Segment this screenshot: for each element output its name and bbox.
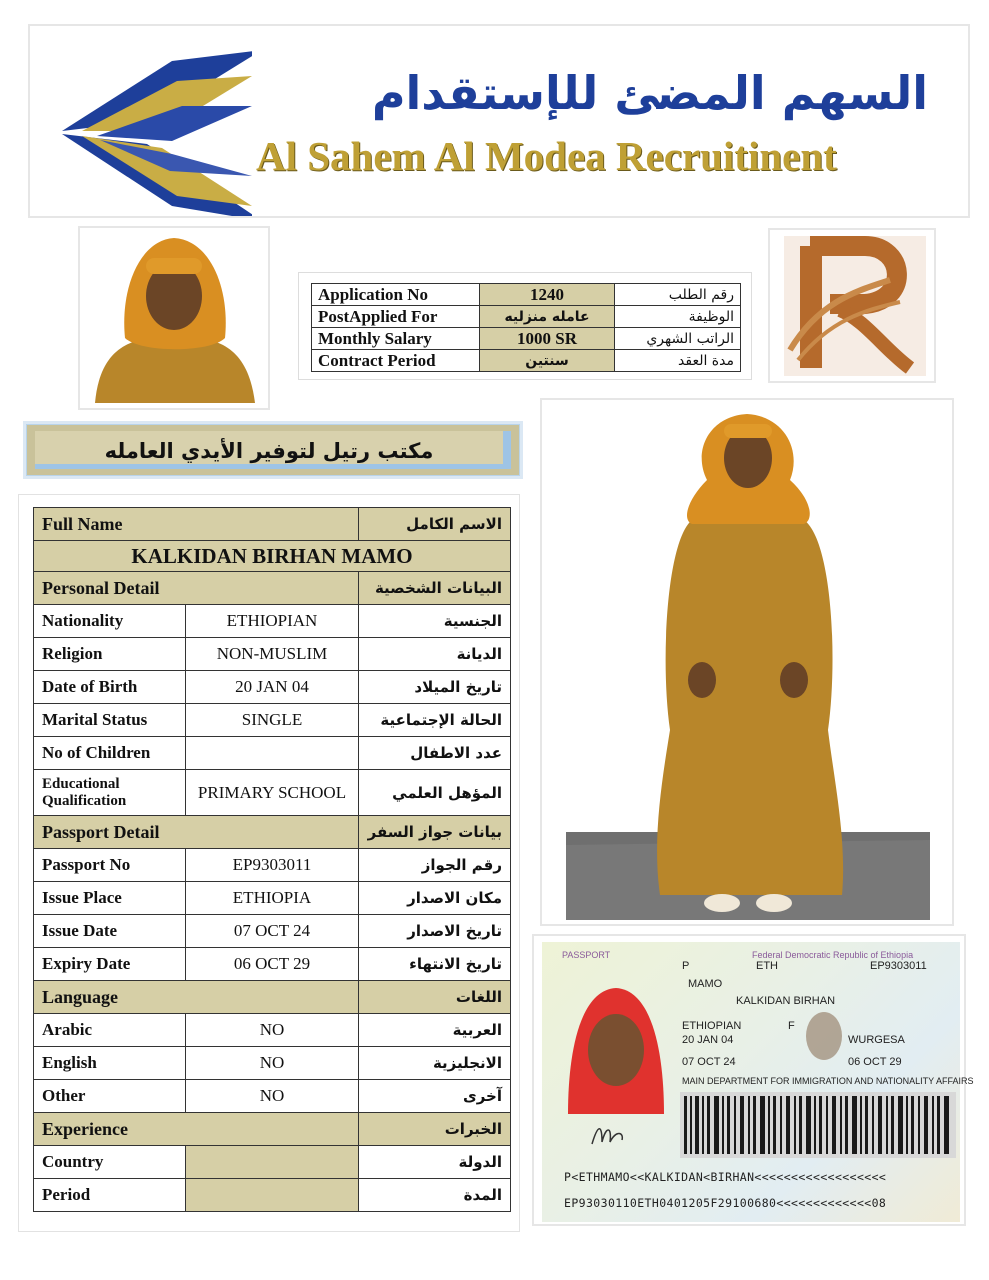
full-name-row — [34, 541, 511, 572]
passport-place-of-birth: WURGESA — [848, 1034, 905, 1046]
table-row — [312, 328, 741, 350]
religion-label: Religion — [34, 638, 186, 671]
table-row — [34, 1047, 511, 1080]
table-row — [34, 770, 511, 816]
education-label: Educational Qualification — [34, 770, 186, 816]
post-applied-label: PostApplied For — [312, 306, 480, 328]
marital-status-label: Marital Status — [34, 704, 186, 737]
period-label-ar: المدة — [359, 1179, 511, 1212]
english-value: NO — [186, 1047, 359, 1080]
passport-sex: F — [788, 1020, 795, 1032]
application-table — [311, 283, 741, 372]
monthly-salary-label: Monthly Salary — [312, 328, 480, 350]
passport-ghost-photo — [800, 1008, 848, 1064]
passport-number: EP9303011 — [870, 960, 927, 972]
full-length-photo — [540, 398, 954, 926]
full-name-label-ar: الاسم الكامل — [359, 508, 511, 541]
table-row — [312, 284, 741, 306]
issue-date-label: Issue Date — [34, 915, 186, 948]
arrow-logo-icon — [52, 36, 252, 216]
expiry-date-value: 06 OCT 29 — [186, 948, 359, 981]
table-row — [312, 306, 741, 328]
table-row — [34, 605, 511, 638]
table-row — [34, 849, 511, 882]
experience-section — [34, 1113, 511, 1146]
nationality-value: ETHIOPIAN — [186, 605, 359, 638]
table-row — [34, 1014, 511, 1047]
full-name-label: Full Name — [34, 508, 359, 541]
passport-no-label-ar: رقم الجواز — [359, 849, 511, 882]
monthly-salary-label-ar: الراتب الشهري — [615, 328, 741, 350]
children-label: No of Children — [34, 737, 186, 770]
experience-label: Experience — [34, 1113, 359, 1146]
table-row — [34, 704, 511, 737]
english-label-ar: الانجليزية — [359, 1047, 511, 1080]
passport-expiry-date: 06 OCT 29 — [848, 1056, 902, 1068]
personal-detail-label: Personal Detail — [34, 572, 359, 605]
passport-authority: MAIN DEPARTMENT FOR IMMIGRATION AND NATIONALITY AFFAIRS — [682, 1076, 974, 1086]
marital-status-label-ar: الحالة الإجتماعية — [359, 704, 511, 737]
full-body-image — [542, 400, 952, 924]
table-row — [34, 948, 511, 981]
table-row — [34, 1080, 511, 1113]
issue-date-value: 07 OCT 24 — [186, 915, 359, 948]
passport-nationality: ETHIOPIAN — [682, 1020, 742, 1032]
passport-no-label: Passport No — [34, 849, 186, 882]
office-banner-inner — [35, 431, 511, 469]
children-label-ar: عدد الاطفال — [359, 737, 511, 770]
full-name-header-row — [34, 508, 511, 541]
application-no-label-ar: رقم الطلب — [615, 284, 741, 306]
office-banner — [26, 424, 520, 476]
table-row — [34, 1146, 511, 1179]
portrait-photo — [78, 226, 270, 410]
issue-place-label: Issue Place — [34, 882, 186, 915]
application-no-label: Application No — [312, 284, 480, 306]
company-name-arabic: السهم المضئ للإستقدام — [371, 66, 928, 120]
english-label: English — [34, 1047, 186, 1080]
religion-label-ar: الديانة — [359, 638, 511, 671]
post-applied-value: عامله منزليه — [480, 306, 615, 328]
office-name: مكتب رتيل لتوفير الأيدي العامله — [104, 439, 434, 463]
passport-type: P — [682, 960, 690, 972]
passport-header: PASSPORT — [562, 950, 611, 960]
other-language-label-ar: آخرى — [359, 1080, 511, 1113]
country-label-ar: الدولة — [359, 1146, 511, 1179]
application-summary — [298, 272, 752, 380]
expiry-date-label-ar: تاريخ الانتهاء — [359, 948, 511, 981]
portrait-image — [80, 228, 268, 408]
passport-barcode — [680, 1092, 956, 1158]
nationality-label: Nationality — [34, 605, 186, 638]
passport-mrz-line-2: EP93030110ETH0401205F29100680<<<<<<<<<<<<<08 — [564, 1196, 887, 1210]
religion-value: NON-MUSLIM — [186, 638, 359, 671]
header-banner — [28, 24, 970, 218]
full-name-value: KALKIDAN BIRHAN MAMO — [34, 541, 511, 572]
contract-period-value: سنتين — [480, 350, 615, 372]
passport-surname: MAMO — [688, 978, 723, 990]
personal-detail-label-ar: البيانات الشخصية — [359, 572, 511, 605]
period-value — [186, 1179, 359, 1212]
signature-icon — [588, 1120, 628, 1150]
personal-detail-section — [34, 572, 511, 605]
other-language-label: Other — [34, 1080, 186, 1113]
passport-no-value: EP9303011 — [186, 849, 359, 882]
passport-photo — [560, 982, 672, 1114]
issue-date-label-ar: تاريخ الاصدار — [359, 915, 511, 948]
language-label-ar: اللغات — [359, 981, 511, 1014]
table-row — [34, 671, 511, 704]
post-applied-label-ar: الوظيفة — [615, 306, 741, 328]
country-label: Country — [34, 1146, 186, 1179]
date-of-birth-label-ar: تاريخ الميلاد — [359, 671, 511, 704]
table-row — [312, 350, 741, 372]
country-value — [186, 1146, 359, 1179]
arabic-label-ar: العربية — [359, 1014, 511, 1047]
other-language-value: NO — [186, 1080, 359, 1113]
r-brand-logo — [768, 228, 936, 383]
education-label-ar: المؤهل العلمي — [359, 770, 511, 816]
contract-period-label-ar: مدة العقد — [615, 350, 741, 372]
table-row — [34, 638, 511, 671]
marital-status-value: SINGLE — [186, 704, 359, 737]
passport-detail-section — [34, 816, 511, 849]
application-no-value: 1240 — [480, 284, 615, 306]
arabic-value: NO — [186, 1014, 359, 1047]
arabic-label: Arabic — [34, 1014, 186, 1047]
passport-detail-label: Passport Detail — [34, 816, 359, 849]
period-label: Period — [34, 1179, 186, 1212]
passport-page — [542, 942, 974, 1222]
nationality-label-ar: الجنسية — [359, 605, 511, 638]
details-table — [33, 507, 511, 1212]
contract-period-label: Contract Period — [312, 350, 480, 372]
date-of-birth-value: 20 JAN 04 — [186, 671, 359, 704]
passport-issue-date: 07 OCT 24 — [682, 1056, 736, 1068]
table-row — [34, 1179, 511, 1212]
date-of-birth-label: Date of Birth — [34, 671, 186, 704]
r-logo-icon — [770, 230, 934, 381]
language-label: Language — [34, 981, 359, 1014]
language-section — [34, 981, 511, 1014]
passport-country-code: ETH — [756, 960, 778, 972]
company-name-english: Al Sahem Al Modea Recruitinent — [256, 133, 837, 179]
monthly-salary-value: 1000 SR — [480, 328, 615, 350]
table-row — [34, 915, 511, 948]
table-row — [34, 882, 511, 915]
passport-dob: 20 JAN 04 — [682, 1034, 734, 1046]
passport-mrz-line-1: P<ETHMAMO<<KALKIDAN<BIRHAN<<<<<<<<<<<<<<<<<< — [564, 1170, 887, 1184]
experience-label-ar: الخبرات — [359, 1113, 511, 1146]
passport-republic: Federal Democratic Republic of Ethiopia — [752, 950, 914, 960]
passport-given-names: KALKIDAN BIRHAN — [736, 995, 836, 1007]
expiry-date-label: Expiry Date — [34, 948, 186, 981]
passport-scan — [532, 934, 974, 1226]
details-section — [18, 494, 520, 1232]
table-row — [34, 737, 511, 770]
issue-place-value: ETHIOPIA — [186, 882, 359, 915]
children-value — [186, 737, 359, 770]
issue-place-label-ar: مكان الاصدار — [359, 882, 511, 915]
education-value: PRIMARY SCHOOL — [186, 770, 359, 816]
passport-detail-label-ar: بيانات جواز السفر — [359, 816, 511, 849]
